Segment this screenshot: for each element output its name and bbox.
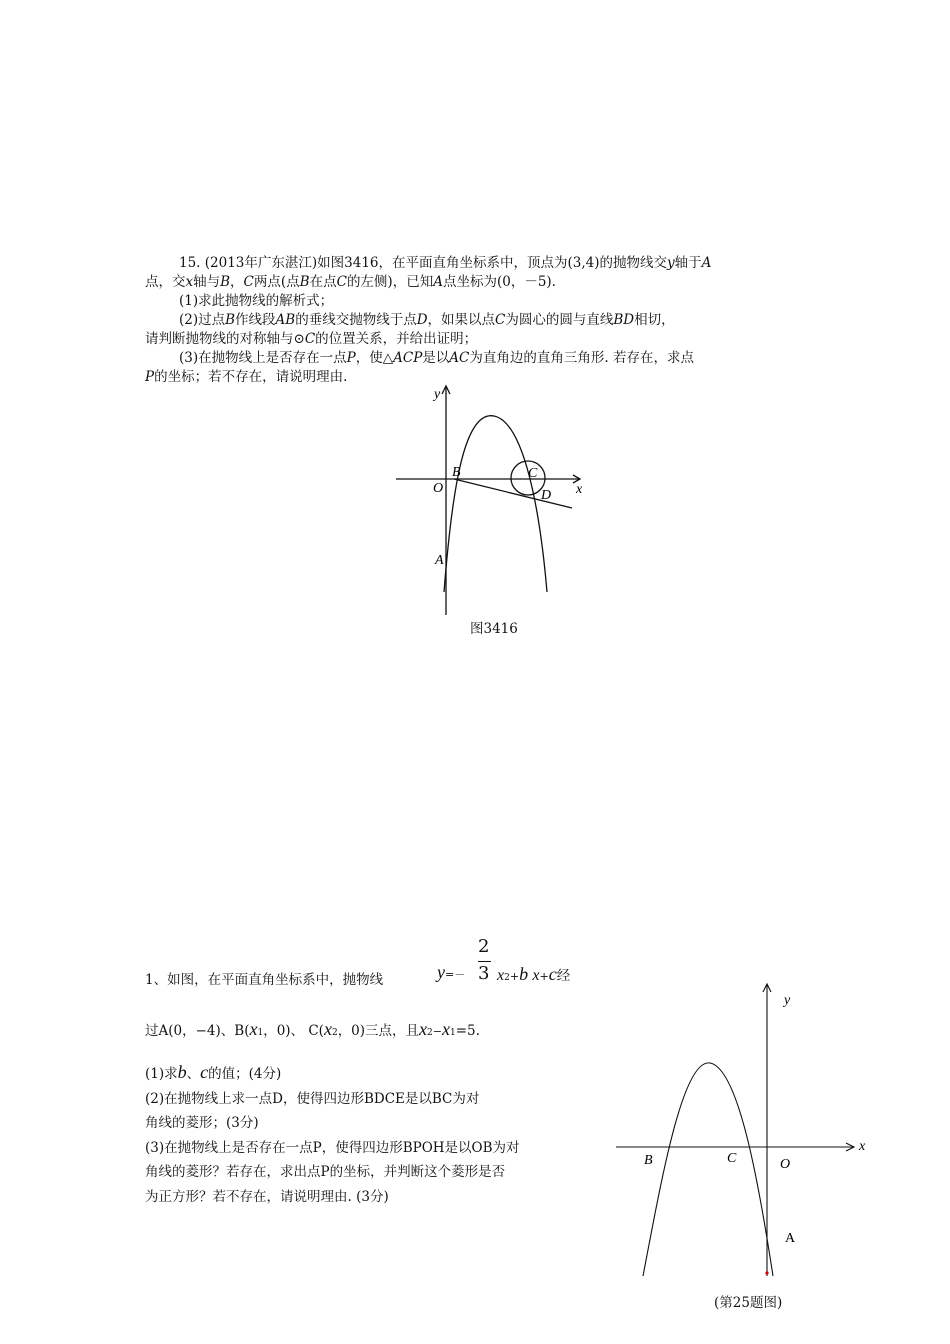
problem-1-question-3-cont-2: 为正方形？若不存在，请说明理由. (3分) <box>145 1189 389 1205</box>
problem-15-question-1: (1)求此抛物线的解析式； <box>179 293 334 309</box>
problem-1-question-2: (2)在抛物线上求一点D，使得四边形BDCE是以BC为对 <box>145 1091 480 1107</box>
point-a-marker <box>765 1271 768 1274</box>
problem-1-question-3-cont: 角线的菱形？若存在，求出点P的坐标，并判断这个菱形是否 <box>145 1164 506 1180</box>
fig25-a-label: A <box>785 1231 796 1246</box>
fig25-x-label: x <box>859 1139 866 1154</box>
fig15-a-label: A <box>435 553 444 568</box>
fig15-c-label: C <box>528 466 538 481</box>
problem-1-equation-right: x2+b x+c经 <box>497 964 571 984</box>
fig25-y-label: y <box>784 993 791 1008</box>
fig15-x-label: x <box>576 482 583 497</box>
fig15-y-label: y <box>434 387 441 402</box>
problem-1-question-1: (1)求b、c的值；(4分) <box>145 1062 282 1082</box>
figure-3416 <box>390 380 600 620</box>
fraction-bar <box>478 961 491 962</box>
fig15-d-label: D <box>541 488 552 503</box>
fraction-denominator: 3 <box>478 963 490 984</box>
problem-15-line-2: 点，交x轴与B，C两点(点B在点C的左侧)，已知A点坐标为(0，－5). <box>145 274 556 290</box>
problem-15-question-2-cont: 请判断抛物线的对称轴与⊙C的位置关系，并给出证明； <box>145 331 478 347</box>
figure-25 <box>610 978 880 1283</box>
fig25-c-label: C <box>727 1151 737 1166</box>
parabola <box>444 416 547 592</box>
problem-15-text <box>145 254 813 387</box>
figure-3416-caption: 图3416 <box>470 621 518 637</box>
problem-15-line-1: 15. (2013年广东湛江)如图3416，在平面直角坐标系中，顶点为(3,4)的抛物线交y轴于A <box>179 255 712 271</box>
fig25-b-label: B <box>644 1153 653 1168</box>
problem-15-question-3: (3)在抛物线上是否存在一点P，使△ACP是以AC为直角边的直角三角形. 若存在，求点 <box>179 350 694 366</box>
fig15-b-label: B <box>452 465 461 480</box>
figure-25-caption: (第25题图) <box>714 1295 783 1311</box>
problem-1-question-3: (3)在抛物线上是否存在一点P，使得四边形BPOH是以OB为对 <box>145 1140 520 1156</box>
parabola <box>643 1063 773 1276</box>
fraction-numerator: 2 <box>478 936 490 957</box>
fig15-o-label: O <box>433 481 444 496</box>
problem-1-question-2-cont: 角线的菱形；(3分) <box>145 1115 259 1131</box>
problem-1-line-1: 1、如图，在平面直角坐标系中，抛物线 <box>145 972 384 988</box>
fig25-o-label: O <box>780 1157 791 1172</box>
problem-15-question-2: (2)过点B作线段AB的垂线交抛物线于点D，如果以点C为圆心的圆与直线BD相切， <box>179 312 675 328</box>
problem-15-question-3-cont: P的坐标；若不存在，请说明理由. <box>145 369 348 385</box>
line-bd <box>454 479 572 508</box>
problem-1-line-2: 过A(0，−4)、B(x1，0)、 C(x2，0)三点，且x2−x1=5. <box>145 1019 480 1039</box>
problem-1-equation-left: y=－ <box>437 962 466 982</box>
